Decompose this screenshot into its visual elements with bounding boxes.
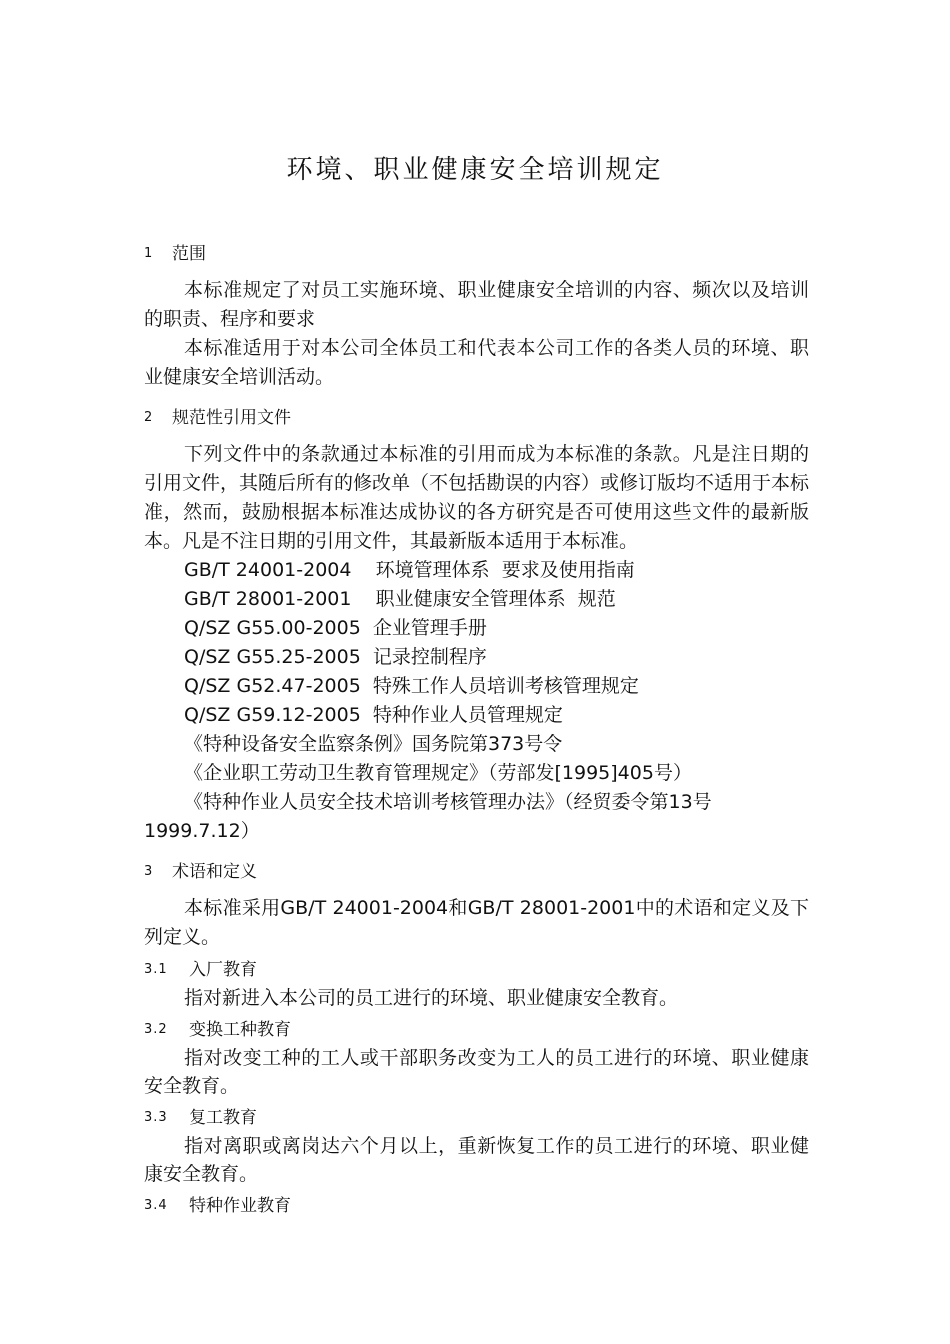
subsection-heading (144, 1192, 809, 1220)
reference-item: GB/T 28001-2001 职业健康安全管理体系 规范 (184, 588, 616, 610)
subsection-heading (144, 956, 809, 984)
reference-item: Q/SZ G59.12-2005 特种作业人员管理规定 (184, 704, 563, 726)
paragraph: 本标准适用于对本公司全体员工和代表本公司工作的各类人员的环境、职业健康安全培训活动。 (144, 337, 809, 388)
definition-text: 指对新进入本公司的员工进行的环境、职业健康安全教育。 (184, 987, 679, 1009)
paragraph: 本标准规定了对员工实施环境、职业健康安全培训的内容、频次以及培训的职责、程序和要求 (144, 279, 809, 330)
subsection-title: 复工教育 (189, 1108, 257, 1128)
section-heading-references (144, 404, 809, 432)
paragraph: 下列文件中的条款通过本标准的引用而成为本标准的条款。凡是注日期的引用文件，其随后所有的修改单（不包括勘误的内容）或修订版均不适用于本标准，然而，鼓励根据本标准达成协议的各方研究是否可使用这些文件的最新版本。凡是不注日期的引用文件，其最新版本适用于本标准。 (144, 443, 810, 552)
section-title: 术语和定义 (172, 862, 257, 882)
section-title: 规范性引用文件 (172, 408, 291, 428)
section-title: 范围 (172, 244, 206, 264)
subsection-title: 特种作业教育 (189, 1196, 291, 1216)
section-heading-terms (144, 858, 809, 886)
subsection-title: 入厂教育 (189, 960, 257, 980)
subsection-heading (144, 1016, 809, 1044)
reference-item: Q/SZ G55.00-2005 企业管理手册 (184, 617, 487, 639)
definition-text: 指对改变工种的工人或干部职务改变为工人的员工进行的环境、职业健康安全教育。 (144, 1047, 809, 1097)
definition-text: 指对离职或离岗达六个月以上，重新恢复工作的员工进行的环境、职业健康安全教育。 (144, 1135, 809, 1185)
subsection-heading (144, 1104, 809, 1132)
reference-item: 《特种设备安全监察条例》国务院第373号令 (184, 733, 563, 755)
section-number: 1 (144, 246, 154, 261)
section-number: 2 (144, 410, 154, 425)
subsection-number: 3.4 (144, 1198, 168, 1213)
subsection-number: 3.3 (144, 1110, 168, 1125)
document-body (144, 240, 809, 1220)
section-heading-scope (144, 240, 809, 268)
reference-item: Q/SZ G52.47-2005 特殊工作人员培训考核管理规定 (184, 675, 639, 697)
page-title: 环境、职业健康安全培训规定 (286, 155, 664, 185)
reference-item: Q/SZ G55.25-2005 记录控制程序 (184, 646, 487, 668)
reference-item: 《企业职工劳动卫生教育管理规定》（劳部发[1995]405号） (184, 762, 692, 784)
section-number: 3 (144, 864, 154, 879)
subsection-title: 变换工种教育 (189, 1020, 291, 1040)
reference-item: GB/T 24001-2004 环境管理体系 要求及使用指南 (184, 559, 635, 581)
reference-list (144, 556, 809, 846)
subsection-number: 3.1 (144, 962, 168, 977)
subsection-number: 3.2 (144, 1022, 168, 1037)
paragraph: 本标准采用GB/T 24001-2004和GB/T 28001-2001中的术语和定义及下列定义。 (144, 897, 809, 948)
reference-item: 《特种作业人员安全技术培训考核管理办法》（经贸委令第13号 1999.7.12） (144, 791, 712, 842)
